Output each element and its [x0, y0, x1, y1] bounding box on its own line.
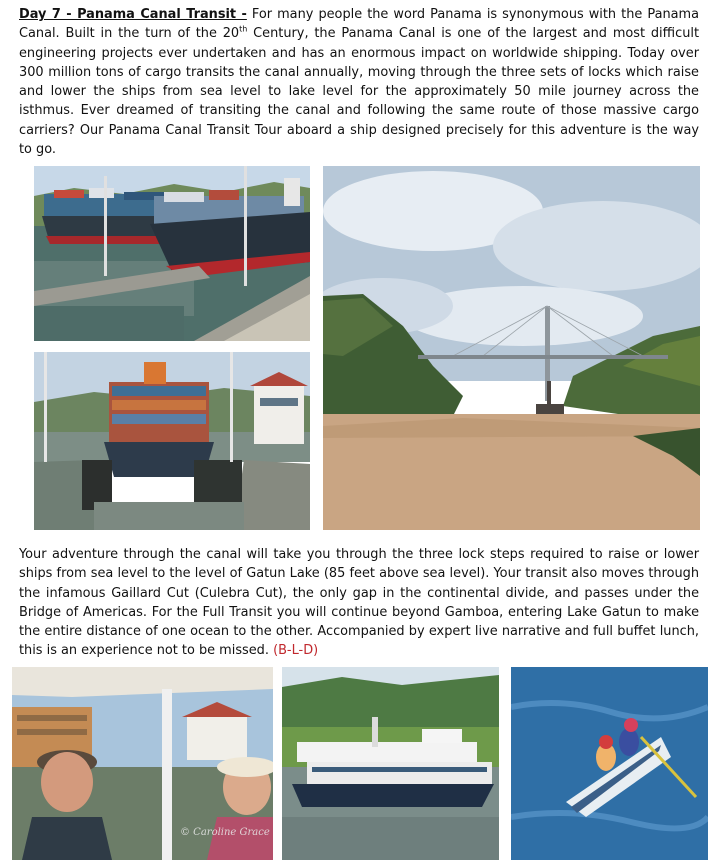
photo-ship-in-lock-gates — [34, 352, 310, 530]
photo-cargo-ships-in-locks — [34, 166, 310, 341]
day-heading: Day 7 - Panama Canal Transit - — [19, 7, 247, 22]
meals-code: (B-L-D) — [273, 643, 319, 659]
photo-watermark: © Caroline Grace — [180, 827, 270, 838]
intro-text-a: For many people the word Panama is synonymous with the Panama Canal. Built in the turn of the 20 — [19, 7, 699, 42]
intro-sup: th — [239, 25, 248, 34]
middle-text: Your adventure through the canal will take you through the three lock steps required to raise or lower ships from sea level to the level of Gatun Lake (85 feet above sea level). Your transit also moves through the infamous Gaillard Cut (Culebra Cut), the only gap in the continental divide, and passes under the Bridge of Americas. For the Full Transit you will continue beyond Gamboa, entering Lake Gatun to make the entire distance of one ocean to the other. Accompanied by expert live narrative and full buffet lunch, this is an experience not to be missed. — [19, 547, 699, 659]
middle-paragraph — [19, 545, 699, 661]
photo-tour-boat-in-lock — [282, 667, 499, 860]
photo-rowboat — [511, 667, 708, 860]
intro-paragraph — [19, 5, 699, 159]
photo-bridge-over-canal — [323, 166, 700, 530]
intro-text-b: Century, the Panama Canal is one of the largest and most difficult engineering projects ever undertaken and has an enormous impact on worldwide shipping. Today over 300 million tons of cargo transits the canal annually, moving through the three sets of locks which raise and lower the ships from sea level to lake level for the approximately 50 mile journey across the isthmus. Ever dreamed of transiting the canal and following the same route of those massive cargo carriers? Our Panama Canal Transit Tour aboard a ship designed precisely for this adventure is the way to go. — [19, 26, 699, 158]
